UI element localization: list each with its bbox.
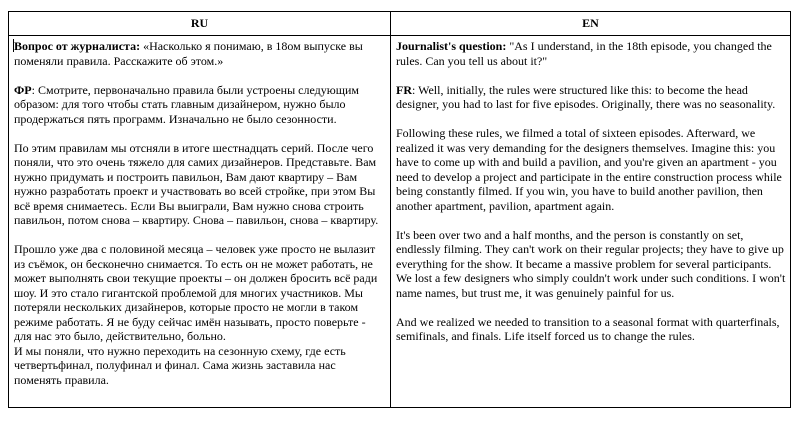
paragraph: It's been over two and a half months, and the person is constantly on set, endlessly filming. They can't work on their regular projects; they have to give up everything for the show. It became a massive problem for several participants. We lost a few designers who simply couldn't work under such conditions. I won't name names, but trust me, it was genuinely painful for us. [396, 227, 786, 300]
blank-line [396, 112, 786, 127]
paragraph: Вопрос от журналиста: «Насколько я понимаю, в 18ом выпуске вы поменяли правила. Расскажите об этом.» [14, 39, 363, 68]
body-row [9, 36, 791, 408]
paragraph: И мы поняли, что нужно переходить на сезонную схему, где есть четвертьфинал, полуфинал и финал. Сама жизнь заставила нас поменять правила. [14, 343, 346, 387]
ru-paragraphs [14, 39, 386, 387]
column-header-ru[interactable]: RU [9, 12, 391, 36]
en-paragraphs [396, 39, 786, 344]
paragraph: And we realized we needed to transition to a seasonal format with quarterfinals, semifinals, and finals. Life itself forced us to change the rules. [396, 314, 780, 343]
blank-line [396, 300, 786, 315]
ru-text-cell[interactable] [9, 36, 391, 408]
paragraph: Journalist's question: "As I understand, in the 18th episode, you changed the rules. Can you tell us about it?" [396, 39, 772, 68]
blank-line [396, 213, 786, 228]
paragraph: FR: Well, initially, the rules were structured like this: to become the head designer, you had to last for five episodes. Originally, there was no seasonality. [396, 82, 776, 111]
column-header-en[interactable]: EN [391, 12, 791, 36]
header-row [9, 12, 791, 36]
paragraph: Following these rules, we filmed a total of sixteen episodes. Afterward, we realized it was very demanding for the designers themselves. Imagine this: you have to come up with and build a pavilion, and you're given an apartment - you need to develop a project and participate in the entire construction process while being constantly filmed. If you win, you have to build another pavilion, then another apartment, pavilion, apartment again. [396, 126, 782, 213]
text-caret [13, 39, 14, 52]
blank-line [14, 228, 386, 243]
blank-line [14, 126, 386, 141]
paragraph: По этим правилам мы отсняли в итоге шестнадцать серий. После чего поняли, что это очень тяжело для самих дизайнеров. Представьте. Вам нужно придумать и построить павильон, Вам дают квартиру – Вам нужно разработать проект и участвовать во всей стройке, при этом Вы всё время снимаетесь. Если Вы выиграли, Вам нужно снова строить павильон, потом снова – квартиру. Снова – павильон, снова – квартиру. [14, 140, 379, 227]
en-text-cell[interactable] [391, 36, 791, 408]
paragraph: ФР: Смотрите, первоначально правила были устроены следующим образом: для того чтобы стать главным дизайнером, нужно было продержаться пять программ. Изначально не было сезонности. [14, 82, 359, 126]
paragraph: Прошло уже два с половиной месяца – человек уже просто не вылазит из съёмок, он бесконечно снимается. То есть он не может работать, не может выполнять свои текущие проекты – он должен бросить всё ради шоу. И это стало гигантской проблемой для многих участников. Мы потеряли нескольких дизайнеров, которые просто не могли в таком режиме работать. Я не буду сейчас имён называть, просто поверьте - для нас это было, действительно, больно. [14, 242, 378, 343]
blank-line [396, 68, 786, 83]
blank-line [14, 68, 386, 83]
translation-table [8, 11, 791, 408]
